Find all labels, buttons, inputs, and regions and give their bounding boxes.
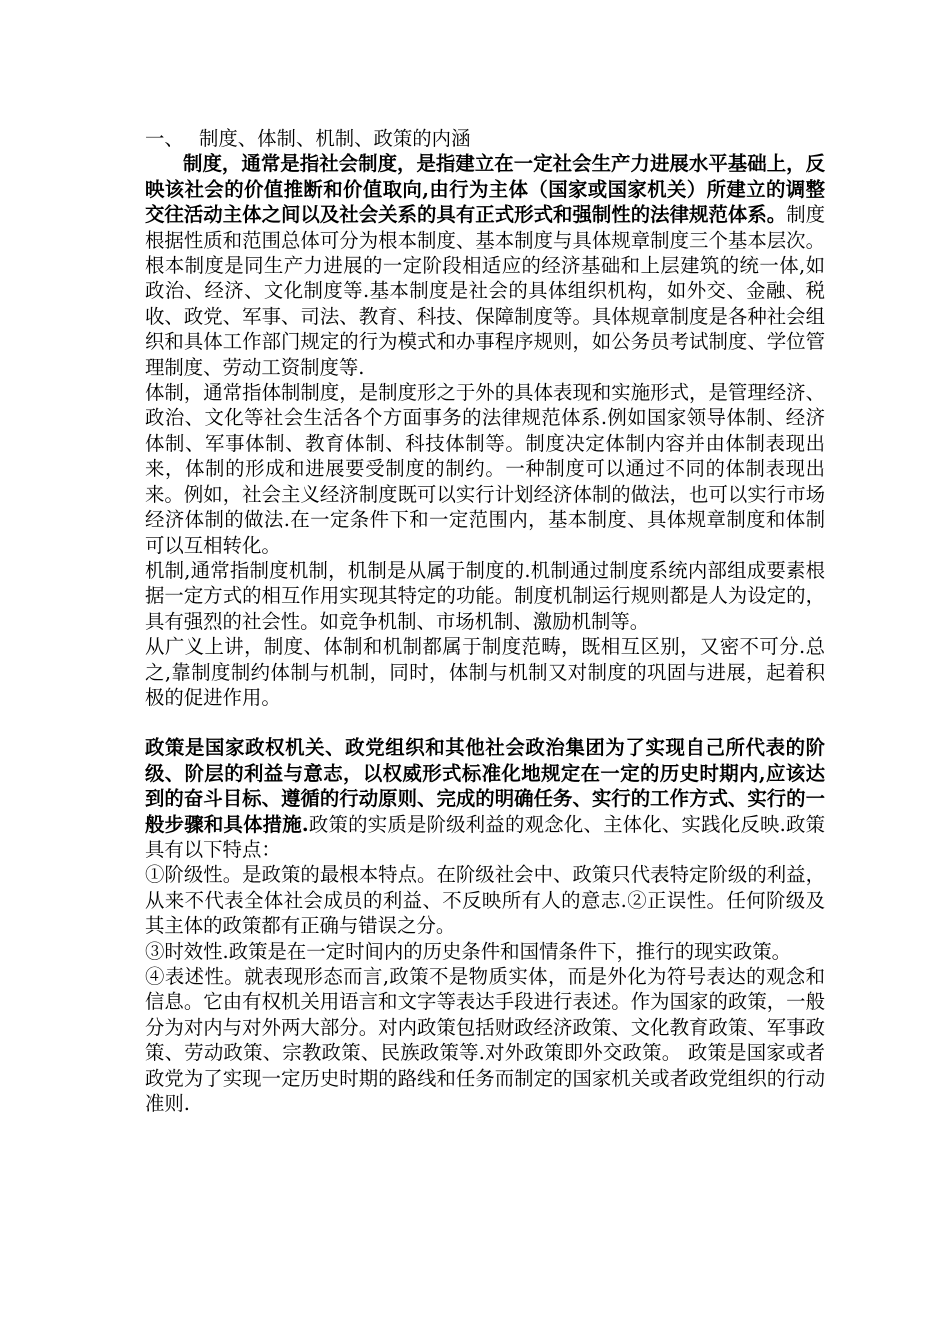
policy-feature-timeliness: ③时效性.政策是在一定时间内的历史条件和国情条件下，推行的现实政策。 xyxy=(145,939,792,963)
paragraph-institution xyxy=(145,151,825,380)
policy-feature-expression: ④表述性。就表现形态而言,政策不是物质实体，而是外化为符号表达的观念和信息。它由有权机关用语言和文字等表达手段进行表述。作为国家的政策，一般分为对内与对外两大部分。对内政策包括财政经济政策、文化教育政策、军事政策、劳动政策、宗教政策、民族政策等.对外政策即外交政策。 政策是国家或者政党为了实现一定历史时期的路线和任务而制定的国家机关或者政党组织的行动准则. xyxy=(145,965,825,1116)
section-number: 一、 xyxy=(145,127,184,150)
paragraph-mechanism: 机制,通常指制度机制，机制是从属于制度的.机制通过制度系统内部组成要素根据一定方式的相互作用实现其特定的功能。制度机制运行规则都是人为设定的，具有强烈的社会性。如竞争机制、市场机制、激励机制等。 xyxy=(145,558,825,633)
policy-definition: 政策是国家政权机关、政党组织和其他社会政治集团为了实现自己所代表的阶级、阶层的利益与意志，以权威形式标准化地规定在一定的历史时期内,应该达到的奋斗目标、遵循的行动原则、完成的明确任务、实行的工作方式、实行的一般步骤和具体措施. xyxy=(145,736,825,836)
paragraph-spacer xyxy=(145,710,825,735)
document-body xyxy=(145,126,825,1116)
institution-details: 制度根据性质和范围总体可分为根本制度、基本制度与具体规章制度三个基本层次。根本制度是同生产力进展的一定阶段相适应的经济基础和上层建筑的统一体,如政治、经济、文化制度等.基本制度是社会的具体组织机构，如外交、金融、税收、政党、军事、司法、教育、科技、保障制度等。具体规章制度是各种社会组织和具体工作部门规定的行为模式和办事程序规则，如公务员考试制度、学位管理制度、劳动工资制度等. xyxy=(145,203,826,379)
section-title: 制度、体制、机制、政策的内涵 xyxy=(199,127,471,150)
paragraph-policy xyxy=(145,735,825,862)
paragraph-system: 体制，通常指体制制度，是制度形之于外的具体表现和实施形式，是管理经济、政治、文化等社会生活各个方面事务的法律规范体系.例如国家领导体制、经济体制、军事体制、教育体制、科技体制等。制度决定体制内容并由体制表现出来，体制的形成和进展要受制度的制约。一种制度可以通过不同的体制表现出来。例如，社会主义经济制度既可以实行计划经济体制的做法，也可以实行市场经济体制的做法.在一定条件下和一定范围内，基本制度、具体规章制度和体制可以互相转化。 xyxy=(145,381,825,557)
policy-essence: 政策的实质是阶级利益的观念化、主体化、实践化反映.政策具有以下特点： xyxy=(145,812,825,861)
section-heading xyxy=(145,126,825,151)
policy-feature-class: ①阶级性。是政策的最根本特点。在阶级社会中、政策只代表特定阶级的利益，从来不代表全体社会成员的利益、不反映所有人的意志.②正误性。任何阶级及其主体的政策都有正确与错误之分。 xyxy=(145,863,825,938)
paragraph-summary: 从广义上讲，制度、体制和机制都属于制度范畴，既相互区别，又密不可分.总之,靠制度制约体制与机制，同时，体制与机制又对制度的巩固与进展，起着积极的促进作用。 xyxy=(145,635,825,709)
institution-definition: 制度，通常是指社会制度，是指建立在一定社会生产力进展水平基础上，反映该社会的价值推断和价值取向,由行为主体（国家或国家机关）所建立的调整交往活动主体之间以及社会关系的具有正式形式和强制性的法律规范体系。 xyxy=(145,152,825,227)
